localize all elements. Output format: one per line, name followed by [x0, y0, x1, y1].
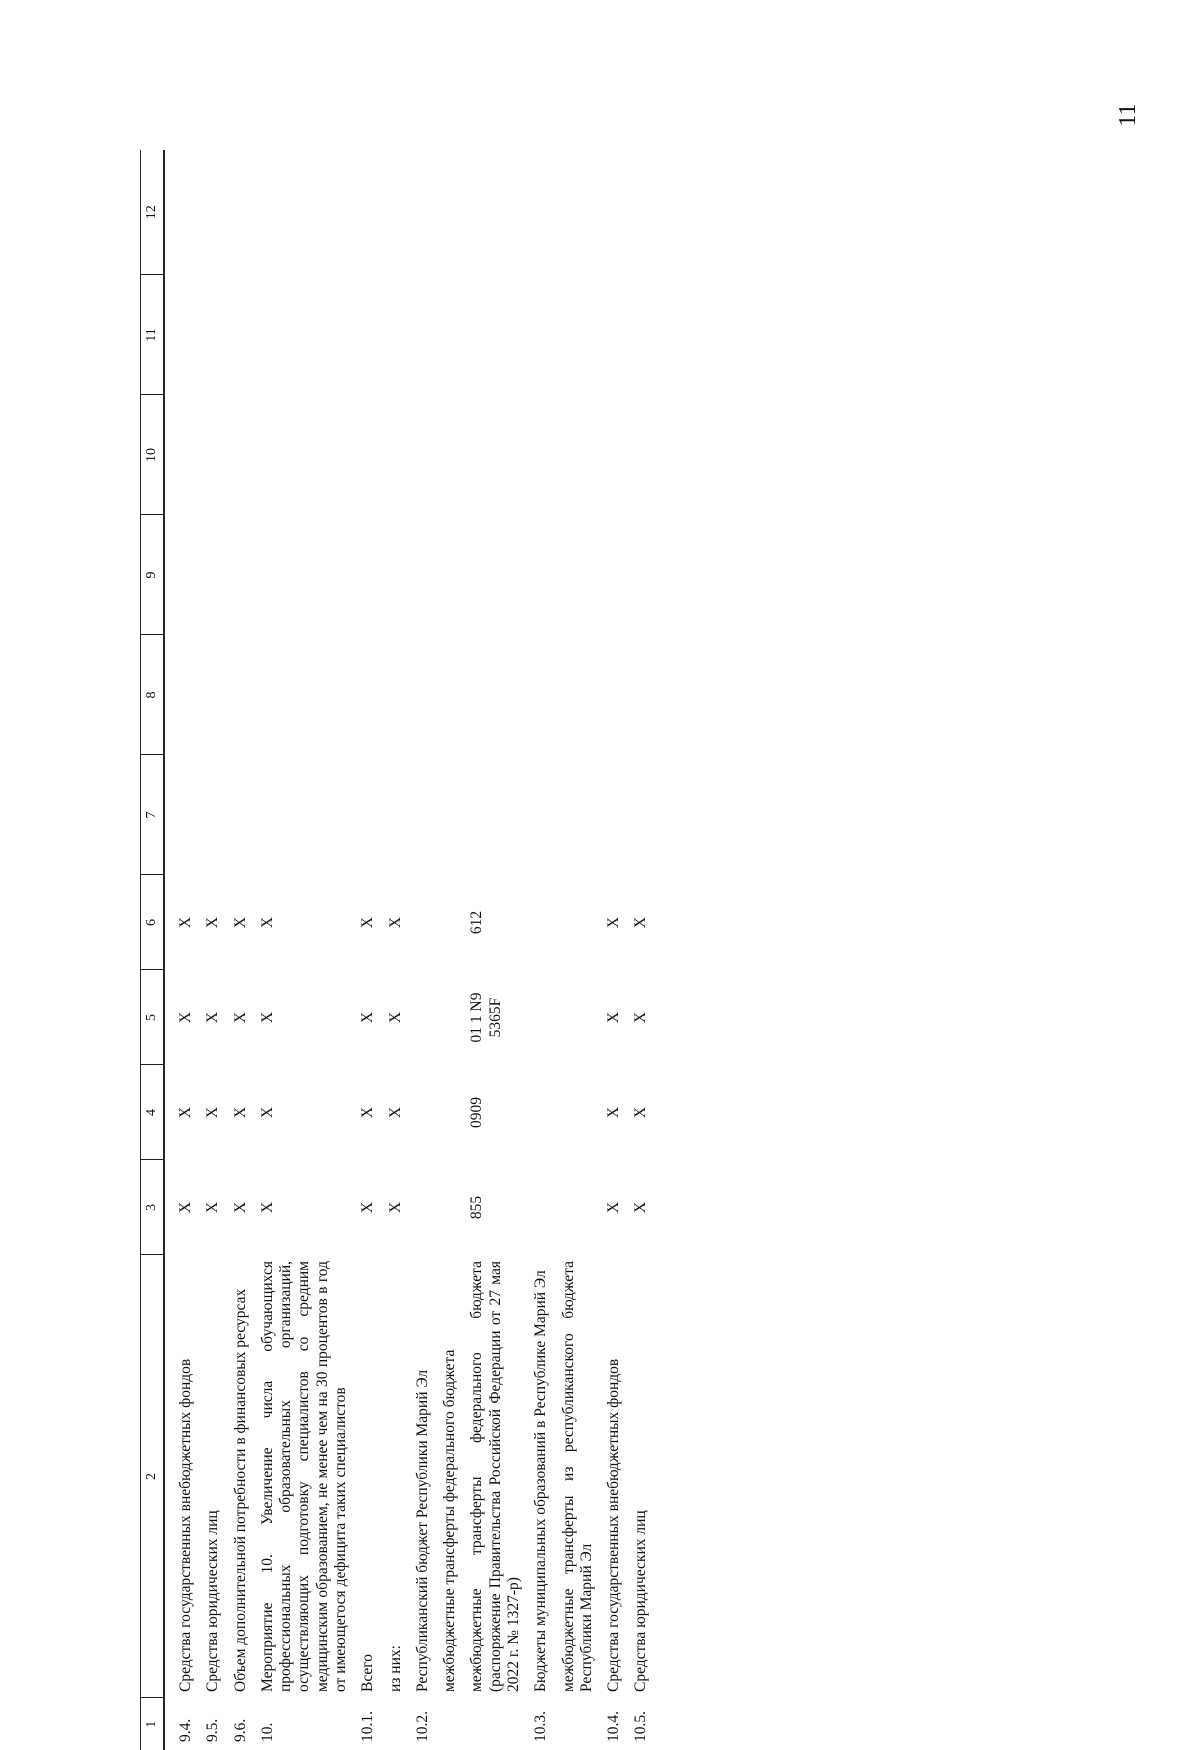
cell-col6: X [605, 916, 623, 929]
cell-col3 [529, 1160, 556, 1255]
budget-table [140, 150, 657, 1750]
row-description: Объем дополнительной потребности в финансовых ресурсах [231, 1288, 249, 1692]
cell-col6: X [204, 916, 222, 929]
cell-col3: X [632, 1201, 650, 1214]
cell-col4: X [231, 1106, 249, 1119]
row-number [384, 1698, 411, 1750]
cell-col4: X [632, 1106, 650, 1119]
cell-col4: X [386, 1106, 404, 1119]
row-number: 9.6. [231, 1718, 249, 1742]
cell-col5: X [177, 1011, 194, 1024]
table-row [602, 150, 629, 1750]
cell-col4: X [204, 1106, 222, 1119]
cell-col4: X [605, 1106, 623, 1119]
row-number: 10. [258, 1722, 276, 1742]
table-row [164, 150, 201, 1750]
cell-col3: X [386, 1201, 404, 1214]
cell-col6: 612 [468, 910, 486, 935]
row-number [465, 1698, 529, 1750]
row-description: Мероприятие 10. Увеличение числа обучающихся профессиональных образовательных организаций, осуществляющих подготовку специалистов со средним медицинским образованием, не менее чем на 30 процентов в год от имеющегося дефицита таких специалистов [258, 1261, 349, 1692]
cell-col3: X [204, 1201, 222, 1214]
cell-col5: X [258, 1011, 276, 1024]
cell-col5 [557, 970, 603, 1065]
col-header-1: 1 [141, 1698, 165, 1750]
cell-col4 [438, 1065, 465, 1160]
row-description: межбюджетные трансферты федерального бюджета (распоряжение Правительства Российской Федерации от 27 мая 2022 г. № 1327-р) [468, 1261, 522, 1692]
row-description: Средства юридических лиц [632, 1510, 650, 1692]
col-header-11: 11 [141, 275, 165, 395]
row-description: межбюджетные трансферты федерального бюджета [441, 1349, 459, 1692]
cell-col3: X [231, 1201, 249, 1214]
col-header-4: 4 [141, 1065, 165, 1160]
cell-col5 [411, 970, 438, 1065]
row-number: 10.3. [532, 1711, 550, 1742]
cell-col3 [557, 1160, 603, 1255]
col-header-5: 5 [141, 970, 165, 1065]
cell-col3: X [359, 1201, 377, 1214]
table-row [384, 150, 411, 1750]
cell-col5: X [386, 1011, 404, 1024]
row-description: Бюджеты муниципальных образований в Республике Марий Эл [532, 1270, 550, 1692]
cell-col4 [529, 1065, 556, 1160]
cell-col3: X [258, 1201, 276, 1214]
row-number: 10.2. [413, 1711, 431, 1742]
cell-col3 [438, 1160, 465, 1255]
cell-col4: X [177, 1106, 194, 1119]
row-description: Средства государственных внебюджетных фондов [177, 1358, 194, 1692]
cell-col3: X [177, 1201, 194, 1214]
rotated-page-content [140, 150, 1160, 1750]
table-row [629, 150, 656, 1750]
row-description: межбюджетные трансферты из республиканского бюджета Республики Марий Эл [559, 1261, 595, 1692]
cell-col5: X [204, 1011, 222, 1024]
row-number: 10.5. [632, 1711, 650, 1742]
row-description: Республиканский бюджет Республики Марий Эл [413, 1369, 431, 1692]
cell-col6 [411, 875, 438, 970]
col-header-9: 9 [141, 515, 165, 635]
col-header-10: 10 [141, 395, 165, 515]
table-row [356, 150, 383, 1750]
row-number [438, 1698, 465, 1750]
col-header-6: 6 [141, 875, 165, 970]
cell-col4: X [359, 1106, 377, 1119]
row-number: 10.4. [605, 1711, 623, 1742]
cell-col6: X [359, 916, 377, 929]
table-row [465, 150, 529, 1750]
cell-col4: X [258, 1106, 276, 1119]
row-number: 9.4. [177, 1718, 194, 1742]
cell-col5: X [632, 1011, 650, 1024]
table-row [557, 150, 603, 1750]
cell-col5: X [605, 1011, 623, 1024]
col-header-2: 2 [141, 1255, 165, 1698]
table-row [256, 150, 356, 1750]
cell-col6 [438, 875, 465, 970]
cell-col3: X [605, 1201, 623, 1214]
page-number: 11 [1115, 103, 1141, 127]
cell-col5: X [359, 1011, 377, 1024]
row-number: 10.1. [359, 1711, 377, 1742]
cell-col5: X [231, 1011, 249, 1024]
cell-col6: X [231, 916, 249, 929]
cell-col3: 855 [468, 1195, 486, 1220]
cell-col4 [411, 1065, 438, 1160]
cell-col6: X [177, 916, 194, 929]
cell-col6 [529, 875, 556, 970]
row-description: Средства юридических лиц [204, 1510, 222, 1692]
col-header-3: 3 [141, 1160, 165, 1255]
row-number [557, 1698, 603, 1750]
cell-col4: 0909 [468, 1097, 486, 1128]
cell-col4 [557, 1065, 603, 1160]
table-row [529, 150, 556, 1750]
table-row [201, 150, 228, 1750]
row-number: 9.5. [204, 1718, 222, 1742]
header-row [141, 150, 165, 1750]
cell-col3 [411, 1160, 438, 1255]
table-row [438, 150, 465, 1750]
col-header-8: 8 [141, 635, 165, 755]
col-header-12: 12 [141, 150, 165, 275]
cell-col5: 01 1 N9 5365F [468, 992, 504, 1043]
row-description: из них: [386, 1645, 404, 1692]
col-header-7: 7 [141, 755, 165, 875]
table-row [411, 150, 438, 1750]
table-row [229, 150, 256, 1750]
cell-col6 [557, 875, 603, 970]
row-description: Всего [359, 1653, 377, 1692]
cell-col5 [438, 970, 465, 1065]
cell-col5 [529, 970, 556, 1065]
cell-col6: X [258, 916, 276, 929]
row-description: Средства государственных внебюджетных фондов [605, 1358, 623, 1692]
cell-col6: X [632, 916, 650, 929]
cell-col6: X [386, 916, 404, 929]
